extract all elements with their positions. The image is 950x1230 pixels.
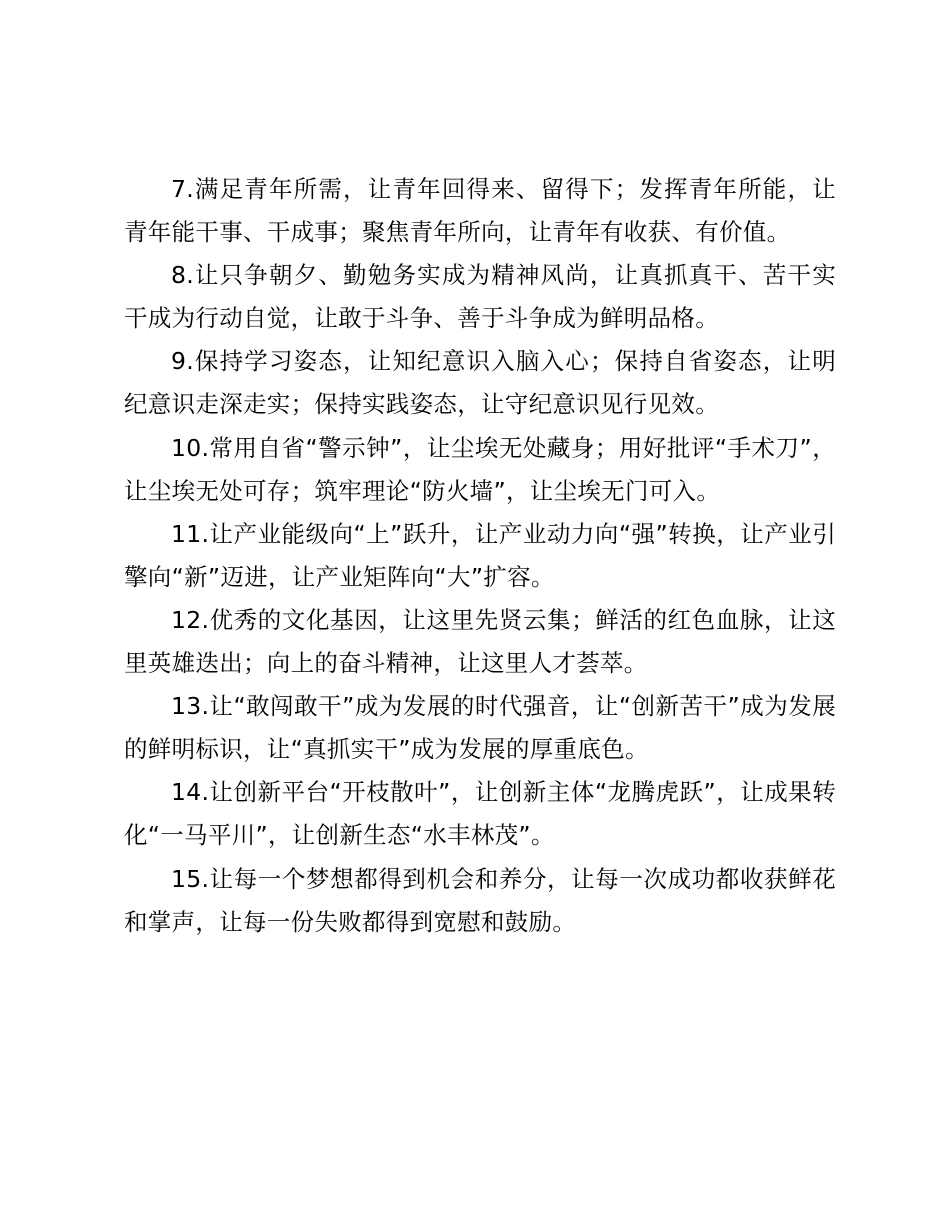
paragraph-14: 14.让创新平台“开枝散叶”，让创新主体“龙腾虎跃”，让成果转化“一马平川”，让创新生态“水丰林茂”。 <box>124 778 836 850</box>
paragraph-11: 11.让产业能级向“上”跃升，让产业动力向“强”转换，让产业引擎向“新”迈进，让产业矩阵向“大”扩容。 <box>124 519 836 591</box>
paragraph-7: 7.满足青年所需，让青年回得来、留得下；发挥青年所能，让青年能干事、干成事；聚焦青年所向，让青年有收获、有价值。 <box>124 175 836 247</box>
paragraph-8: 8.让只争朝夕、勤勉务实成为精神风尚，让真抓真干、苦干实干成为行动自觉，让敢于斗争、善于斗争成为鲜明品格。 <box>124 261 836 333</box>
document-body <box>124 168 836 944</box>
paragraph-9: 9.保持学习姿态，让知纪意识入脑入心；保持自省姿态，让明纪意识走深走实；保持实践姿态，让守纪意识见行见效。 <box>124 347 836 419</box>
paragraph-10: 10.常用自省“警示钟”，让尘埃无处藏身；用好批评“手术刀”，让尘埃无处可存；筑牢理论“防火墙”，让尘埃无门可入。 <box>124 433 836 505</box>
paragraph-13: 13.让“敢闯敢干”成为发展的时代强音，让“创新苦干”成为发展的鲜明标识，让“真抓实干”成为发展的厚重底色。 <box>124 692 836 764</box>
paragraph-12: 12.优秀的文化基因，让这里先贤云集；鲜活的红色血脉，让这里英雄迭出；向上的奋斗精神，让这里人才荟萃。 <box>124 605 836 678</box>
paragraph-15: 15.让每一个梦想都得到机会和养分，让每一次成功都收获鲜花和掌声，让每一份失败都得到宽慰和鼓励。 <box>124 864 836 936</box>
